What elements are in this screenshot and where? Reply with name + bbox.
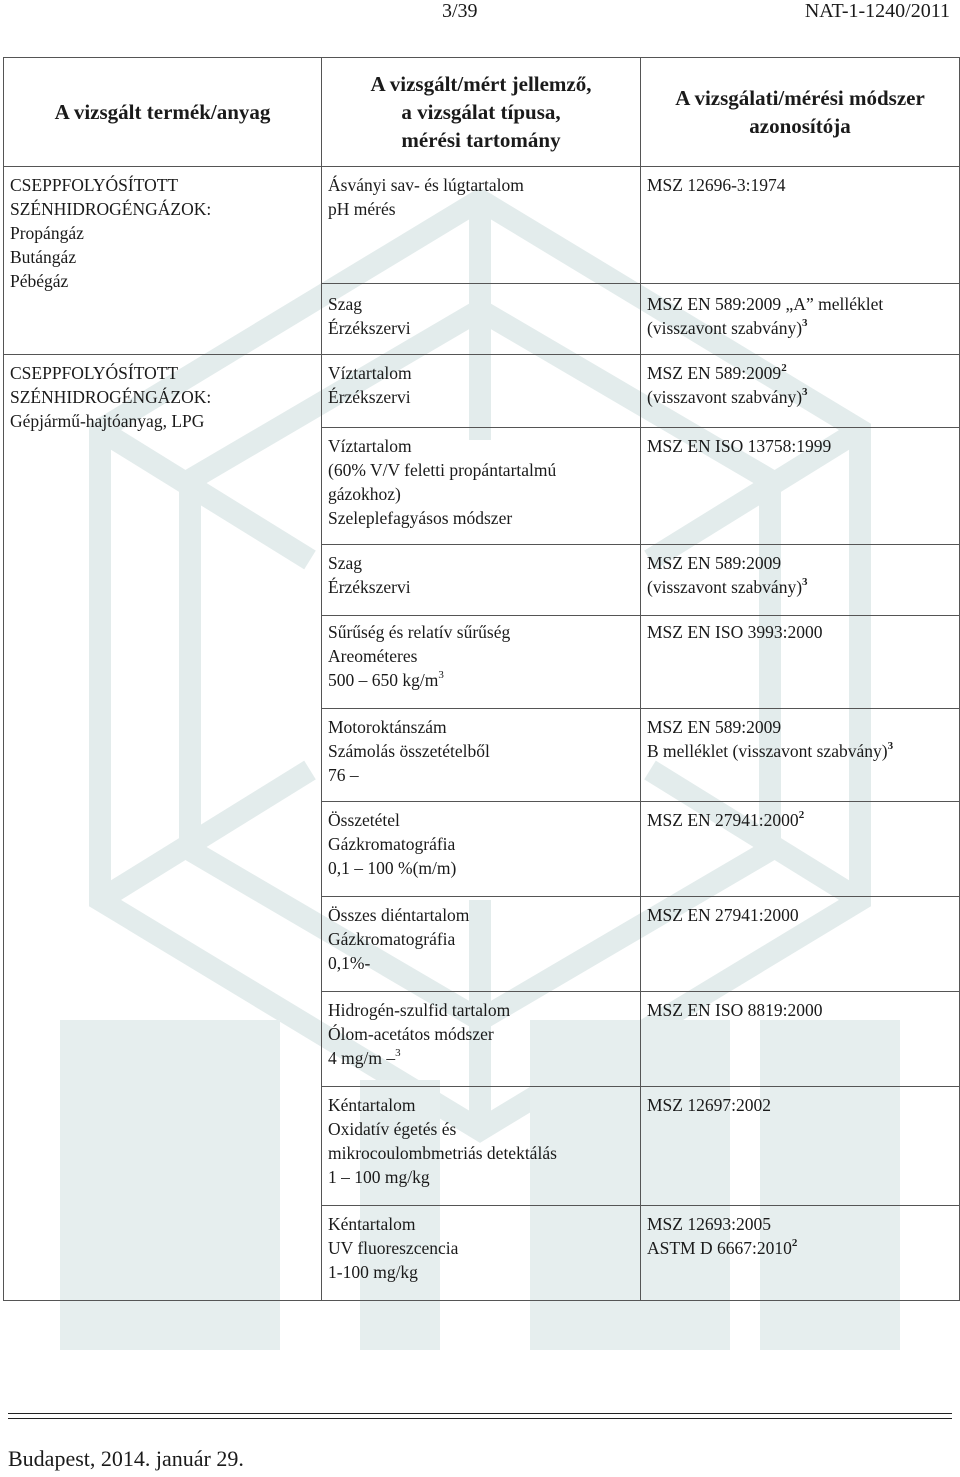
page-header <box>0 0 960 26</box>
product-cell: CSEPPFOLYÓSÍTOTT SZÉNHIDROGÉNGÁZOK: Propángáz Butángáz Pébégáz <box>4 167 322 355</box>
characteristic-cell: Kéntartalom UV fluoreszcencia 1-100 mg/kg <box>322 1206 641 1301</box>
characteristic-cell: Összes diéntartalom Gázkromatográfia 0,1%- <box>322 897 641 992</box>
method-cell: MSZ 12696-3:1974 <box>641 167 960 284</box>
method-cell: MSZ EN 27941:2000 <box>641 897 960 992</box>
table-row <box>4 355 960 428</box>
page-number: 3/39 <box>442 0 478 22</box>
method-cell: MSZ EN 589:2009 B melléklet (visszavont szabvány)$^3$ <box>641 709 960 802</box>
document-id: NAT-1-1240/2011 <box>804 0 950 22</box>
table-row <box>4 167 960 284</box>
method-cell: MSZ EN ISO 13758:1999 <box>641 428 960 545</box>
characteristic-cell: Ásványi sav- és lúgtartalom pH mérés <box>322 167 641 284</box>
method-cell: MSZ EN ISO 3993:2000 <box>641 616 960 709</box>
col-header-characteristic: A vizsgált/mért jellemző, a vizsgálat típusa, mérési tartomány <box>322 58 641 167</box>
characteristic-cell: Összetétel Gázkromatográfia 0,1 – 100 %(m/m) <box>322 802 641 897</box>
characteristic-cell: Motoroktánszám Számolás összetételből 76 – <box>322 709 641 802</box>
col-header-method: A vizsgálati/mérési módszer azonosítója <box>641 58 960 167</box>
characteristic-cell: Kéntartalom Oxidatív égetés és mikrocoulombmetriás detektálás 1 – 100 mg/kg <box>322 1087 641 1206</box>
characteristic-cell: Sűrűség és relatív sűrűség Areométeres 500 – 650 $kg/m^3$ <box>322 616 641 709</box>
method-cell: MSZ EN 589:2009 (visszavont szabvány)$^3$ <box>641 545 960 616</box>
footer-rule <box>8 1413 952 1414</box>
product-cell: CSEPPFOLYÓSÍTOTT SZÉNHIDROGÉNGÁZOK: Gépjármű-hajtóanyag, LPG <box>4 355 322 1301</box>
characteristic-cell: Hidrogén-szulfid tartalom Ólom-acetátos módszer 4 mg/m –$^3$ <box>322 992 641 1087</box>
method-cell: MSZ EN 27941:2000$^2$ <box>641 802 960 897</box>
footer-rule <box>8 1418 952 1419</box>
method-cell: MSZ EN ISO 8819:2000 <box>641 992 960 1087</box>
characteristic-cell: Szag Érzékszervi <box>322 284 641 355</box>
accreditation-table <box>3 57 960 1301</box>
characteristic-cell: Szag Érzékszervi <box>322 545 641 616</box>
characteristic-cell: Víztartalom Érzékszervi <box>322 355 641 428</box>
method-cell: MSZ EN 589:2009 „A” melléklet (visszavont szabvány)$^3$ <box>641 284 960 355</box>
method-cell: MSZ 12693:2005 ASTM D 6667:2010$^2$ <box>641 1206 960 1301</box>
characteristic-cell: Víztartalom (60% V/V feletti propántartalmú gázokhoz) Szeleplefagyásos módszer <box>322 428 641 545</box>
footer-place-date: Budapest, 2014. január 29. <box>8 1446 244 1471</box>
method-cell: MSZ 12697:2002 <box>641 1087 960 1206</box>
table-header-row <box>4 58 960 167</box>
col-header-product: A vizsgált termék/anyag <box>4 58 322 167</box>
method-cell: MSZ EN 589:2009$^2$ (visszavont szabvány)$^3$ <box>641 355 960 428</box>
